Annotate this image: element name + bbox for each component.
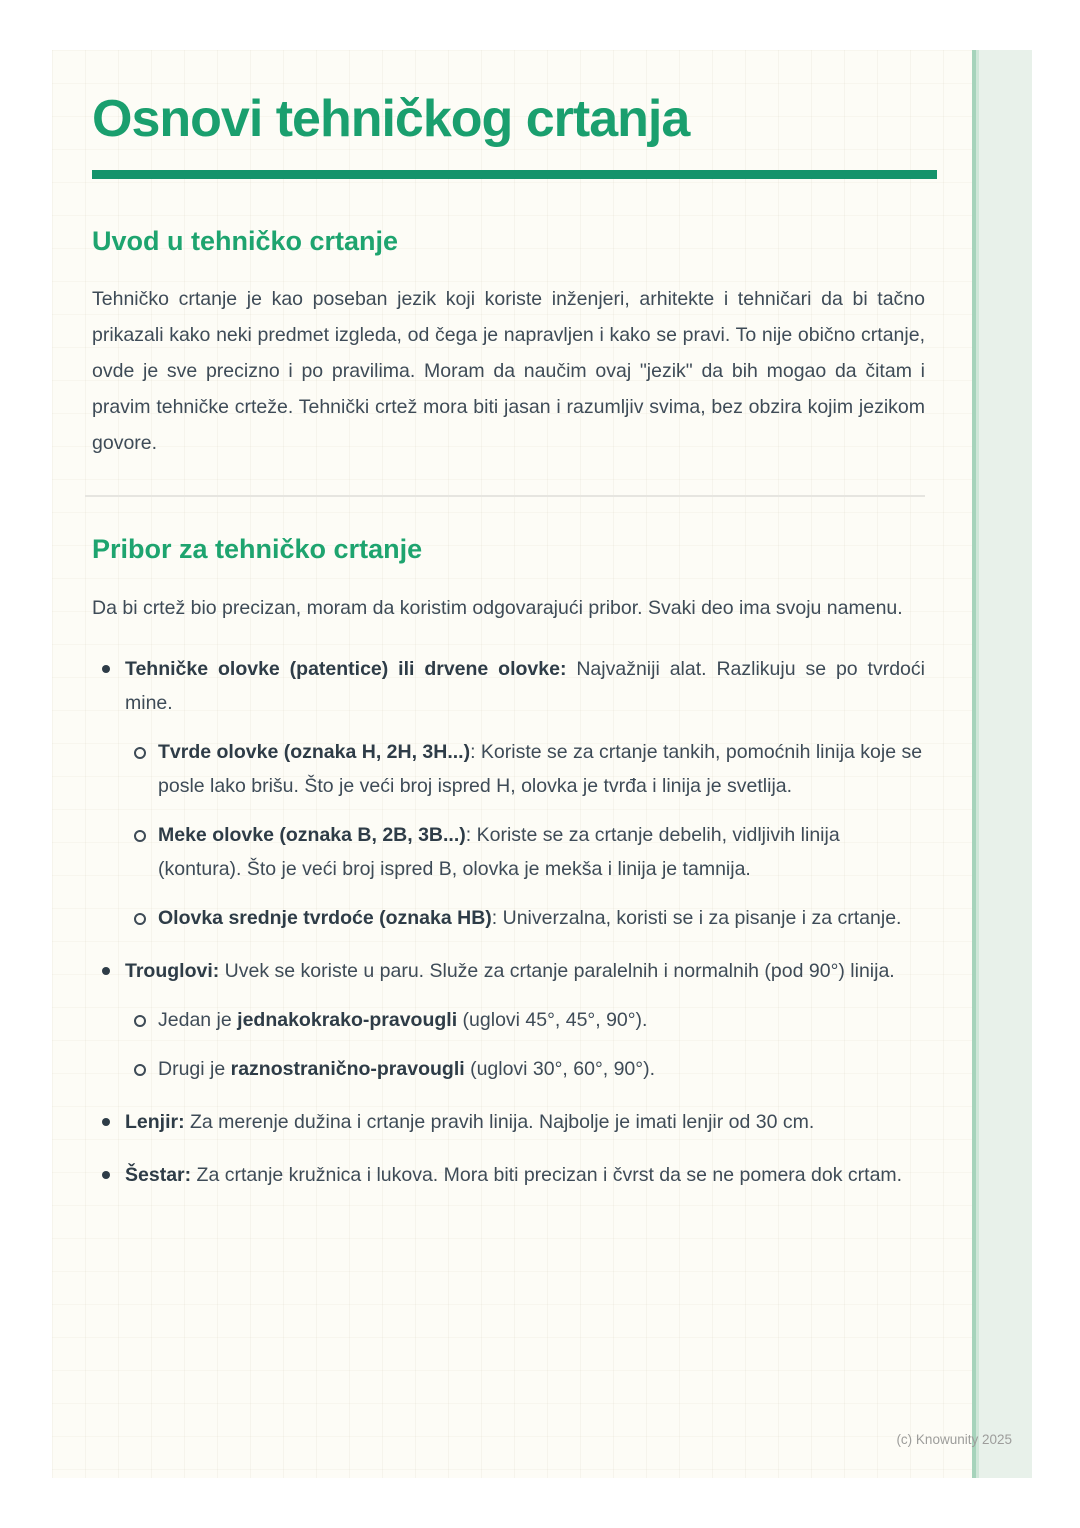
list-item-text	[125, 1105, 925, 1139]
section-divider	[85, 495, 925, 497]
item-lead-text: Tehničke olovke (patentice) ili drvene olovke:	[125, 657, 567, 680]
item-pre-text: Jedan je	[158, 1008, 238, 1031]
list-item-lenjir	[92, 1105, 925, 1139]
list-item-text	[125, 652, 925, 720]
list-subitem-meke-olovke	[92, 818, 925, 886]
item-lead-text: jednakokrako-pravougli	[237, 1008, 458, 1031]
item-rest-text: Za crtanje kružnica i lukova. Mora biti precizan i čvrst da se ne pomera dok crtam.	[191, 1163, 903, 1186]
item-rest-text: Uvek se koriste u paru. Služe za crtanje paralelnih i normalnih (pod 90°) linija.	[219, 959, 895, 982]
item-rest-text: Za merenje dužina i crtanje pravih linija. Najbolje je imati lenjir od 30 cm.	[184, 1110, 815, 1133]
item-rest-text: (uglovi 45°, 45°, 90°).	[457, 1008, 648, 1031]
list-item-text	[158, 901, 925, 935]
item-rest-text: (uglovi 30°, 60°, 90°).	[464, 1057, 655, 1080]
intro-paragraph: Tehničko crtanje je kao poseban jezik koji koriste inženjeri, arhitekte i tehničari da bi tačno prikazali kako neki predmet izgleda, od čega je napravljen i kako se pravi. To nije obično crtanje, ovde je sve precizno i po pravilima. Moram da naučim ovaj "jezik" da bih mogao da čitam i pravim tehničke crteže. Tehnički crtež mora biti jasan i razumljiv svima, bez obzira kojim jezikom govore.	[92, 288, 925, 455]
bullet-icon	[102, 1118, 110, 1126]
item-rest-text: Najvažniji alat. Razlikuju se po tvrdoći mine.	[125, 657, 925, 714]
hollow-bullet-icon	[134, 913, 146, 925]
item-lead-text: Tvrde olovke (oznaka H, 2H, 3H...)	[158, 740, 471, 763]
list-item-text	[125, 1158, 925, 1192]
list-item-text	[158, 735, 925, 803]
list-subitem-jednakokraki	[92, 1003, 925, 1037]
hollow-bullet-icon	[134, 1064, 146, 1076]
list-item-text	[158, 1052, 925, 1086]
list-item-olovke	[92, 652, 925, 720]
list-subitem-raznostranicni	[92, 1052, 925, 1086]
notes-page	[52, 50, 1032, 1478]
bullet-icon	[102, 665, 110, 673]
item-lead-text: Trouglovi:	[125, 959, 220, 982]
right-accent-stripe	[972, 50, 1032, 1478]
item-pre-text: Drugi je	[158, 1057, 231, 1080]
hollow-bullet-icon	[134, 747, 146, 759]
item-lead-text: Lenjir:	[125, 1110, 185, 1133]
item-lead-text: Šestar:	[125, 1163, 192, 1186]
copyright-notice: (c) Knowunity 2025	[896, 1432, 1012, 1447]
list-item-trouglovi	[92, 954, 925, 988]
page-title: Osnovi tehničkog crtanja	[92, 90, 690, 148]
item-lead-text: Olovka srednje tvrdoće (oznaka HB)	[158, 906, 492, 929]
section-heading-uvod: Uvod u tehničko crtanje	[92, 225, 399, 256]
list-item-text	[125, 954, 925, 988]
hollow-bullet-icon	[134, 1015, 146, 1027]
list-subitem-tvrde-olovke	[92, 735, 925, 803]
item-rest-text: : Koriste se za crtanje debelih, vidljivih linija (kontura). Što je veći broj ispred B, olovka je mekša i linija je tamnija.	[158, 823, 840, 880]
tools-list	[92, 652, 925, 1192]
list-subitem-hb-olovka	[92, 901, 925, 935]
list-item-sestar	[92, 1158, 925, 1192]
section-heading-pribor: Pribor za tehničko crtanje	[92, 534, 423, 565]
title-underline-rule	[92, 170, 937, 179]
page-content	[92, 50, 925, 1192]
bullet-icon	[102, 967, 110, 975]
list-item-text	[158, 818, 925, 886]
item-lead-text: Meke olovke (oznaka B, 2B, 3B...)	[158, 823, 466, 846]
list-item-text	[158, 1003, 925, 1037]
item-rest-text: : Koriste se za crtanje tankih, pomoćnih linija koje se posle lako brišu. Što je veći broj ispred H, olovka je tvrđa i linija je svetlija.	[158, 740, 923, 797]
item-rest-text: : Univerzalna, koristi se i za pisanje i za crtanje.	[491, 906, 902, 929]
item-lead-text: raznostranično-pravougli	[230, 1057, 465, 1080]
pribor-paragraph: Da bi crtež bio precizan, moram da koristim odgovarajući pribor. Svaki deo ima svoju namenu.	[92, 596, 903, 619]
hollow-bullet-icon	[134, 830, 146, 842]
bullet-icon	[102, 1171, 110, 1179]
